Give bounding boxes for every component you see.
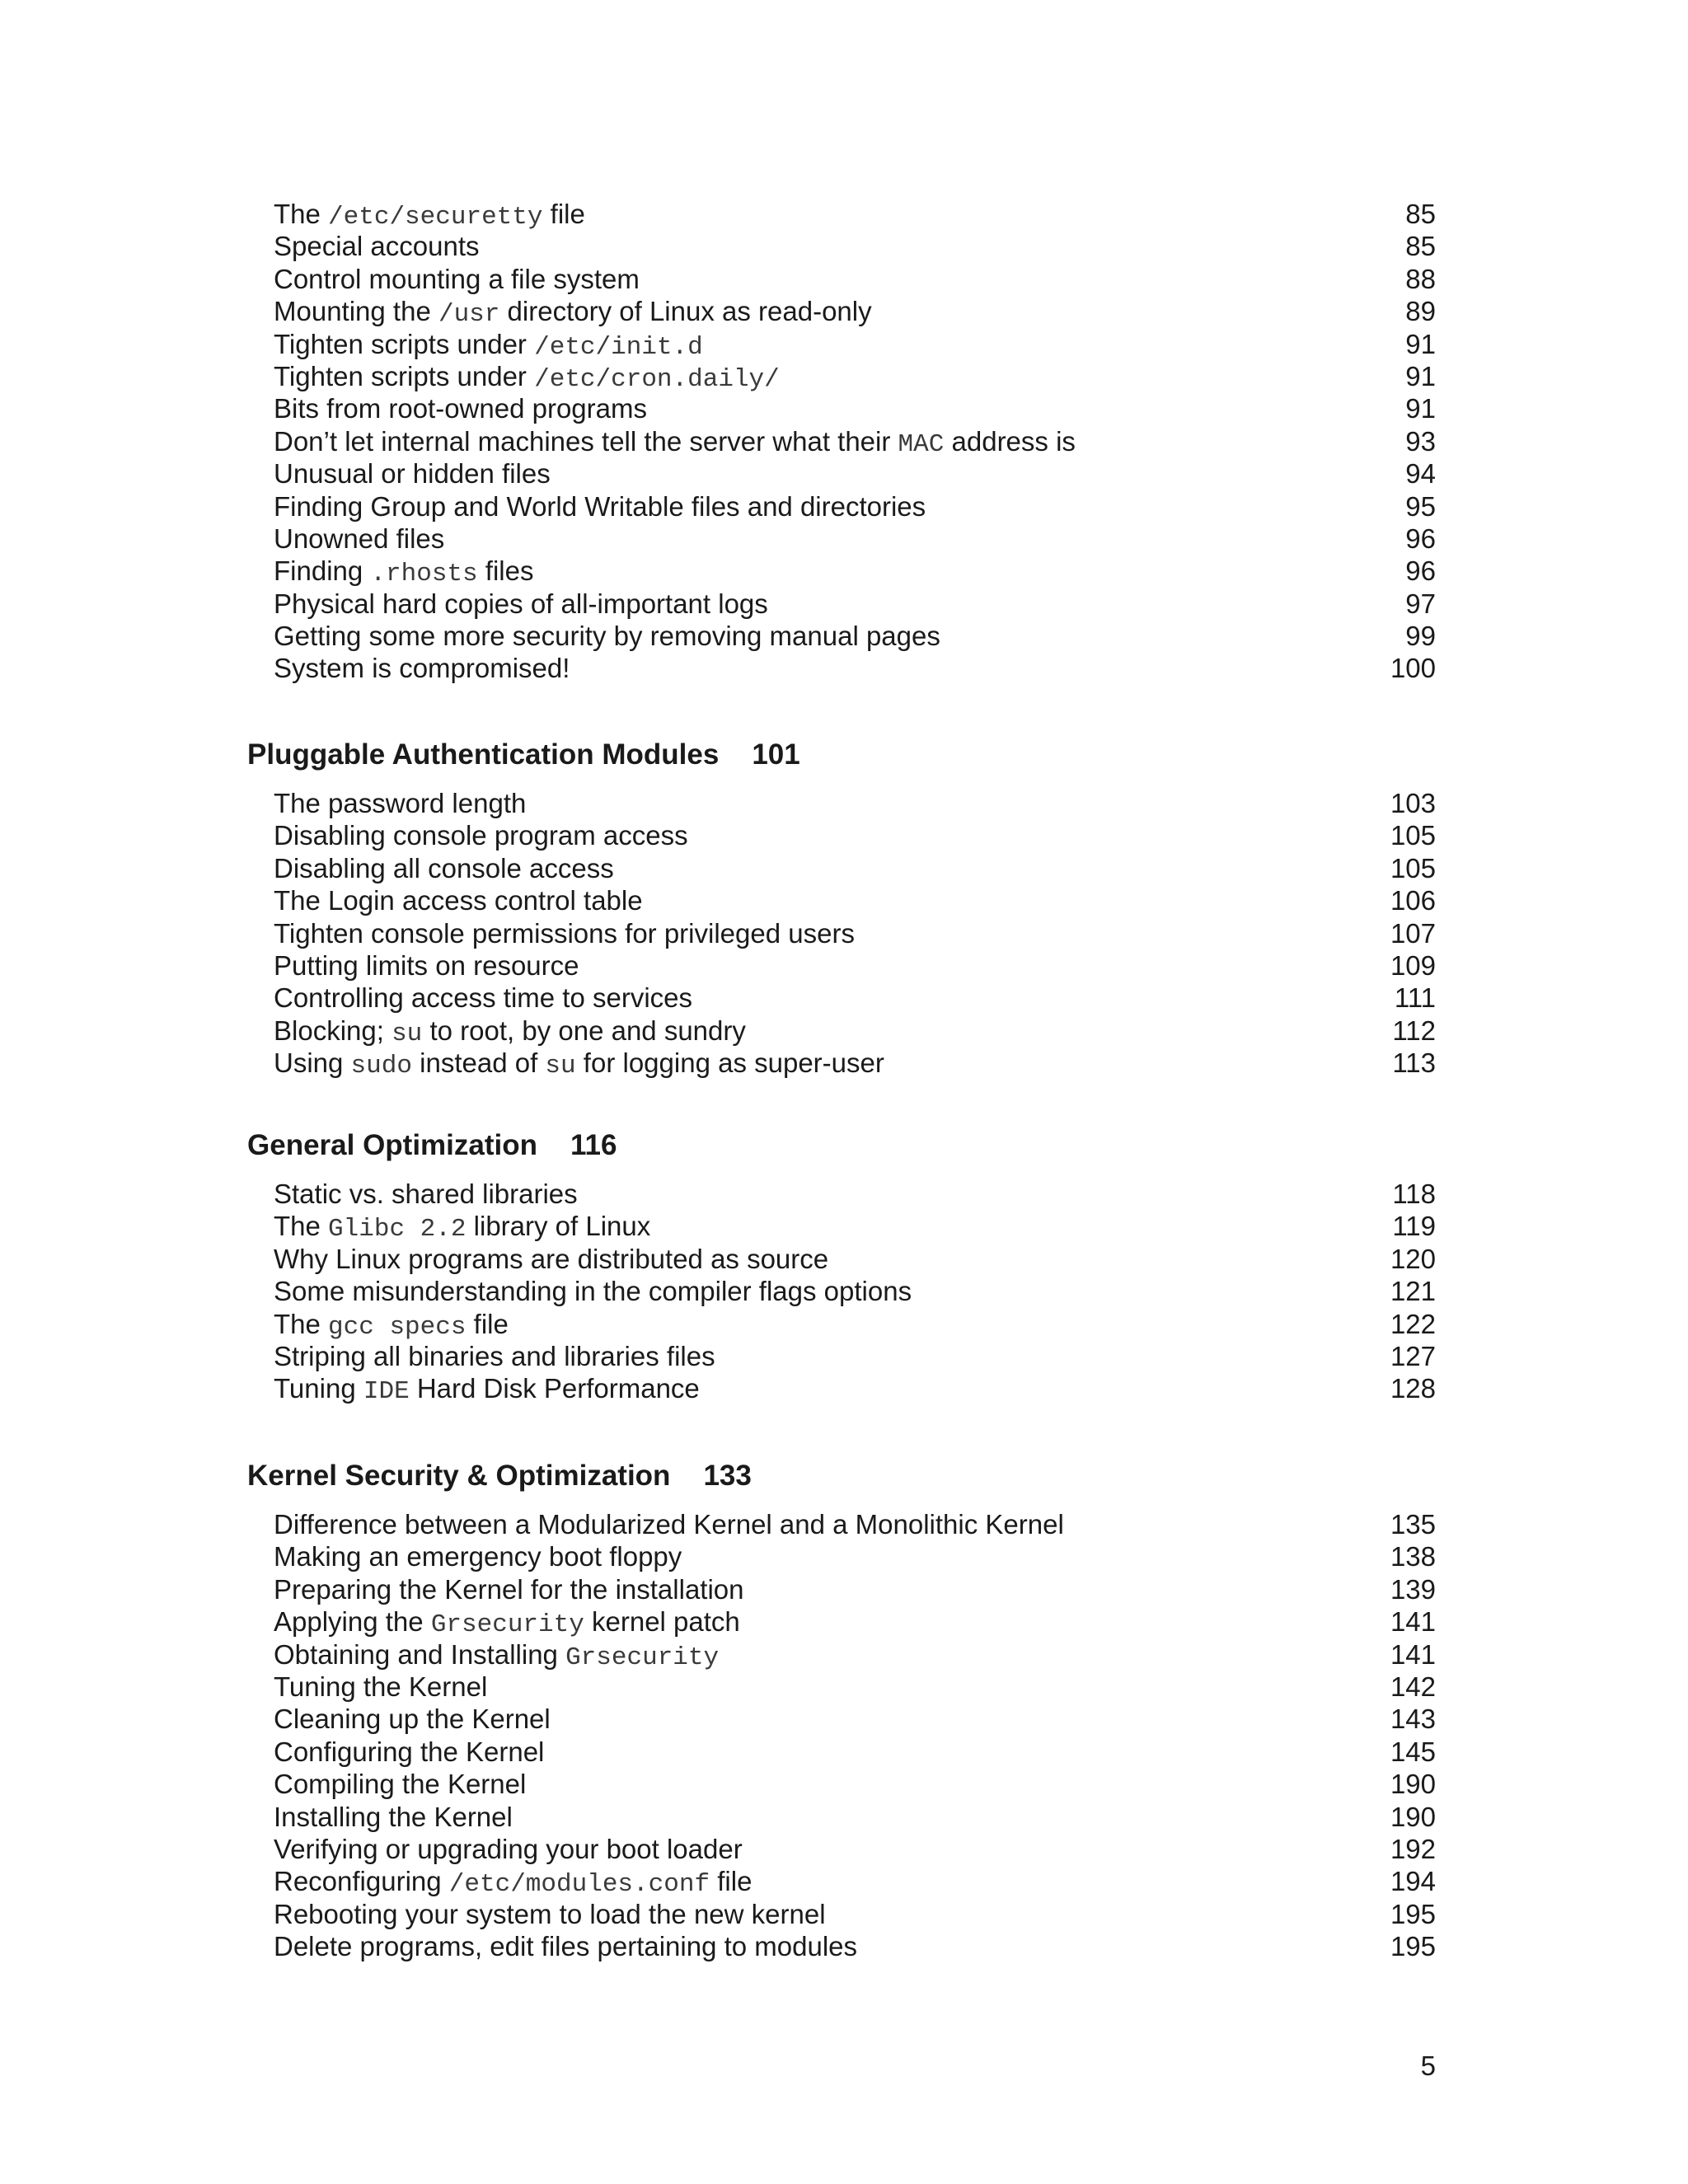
toc-entry-title xyxy=(274,1243,828,1275)
toc-entry-text: Don’t let internal machines tell the server what their xyxy=(274,425,898,457)
toc-entry-page: 190 xyxy=(1390,1801,1436,1832)
toc-entry-text: Installing the Kernel xyxy=(274,1801,513,1832)
toc-entry-text: file xyxy=(542,199,585,229)
toc-section-kernel xyxy=(274,1508,1436,1962)
section-heading-page: 101 xyxy=(752,738,800,771)
toc-entry-text: file xyxy=(710,1866,753,1897)
toc-section-optimization xyxy=(274,1178,1436,1405)
section-heading-title: Kernel Security & Optimization xyxy=(247,1460,671,1492)
toc-entry xyxy=(274,1178,1436,1210)
toc-entry-text: instead of xyxy=(411,1047,546,1079)
toc-entry-page: 91 xyxy=(1405,393,1436,424)
toc-entry-title xyxy=(274,652,570,684)
section-heading-page: 133 xyxy=(703,1460,752,1492)
toc-entry xyxy=(274,1736,1436,1768)
toc-entry-code: Grsecurity xyxy=(430,1610,584,1640)
toc-entry-page: 143 xyxy=(1390,1704,1436,1735)
section-heading-kernel xyxy=(247,1458,752,1494)
toc-entry-text: Hard Disk Performance xyxy=(409,1373,700,1404)
toc-entry-text: Tuning the Kernel xyxy=(274,1671,488,1702)
toc-entry-title xyxy=(274,328,703,363)
toc-entry-page: 195 xyxy=(1390,1931,1436,1962)
toc-entry-title xyxy=(274,1275,912,1307)
toc-entry-page: 195 xyxy=(1390,1898,1436,1929)
toc-entry xyxy=(274,1372,1436,1407)
toc-entry xyxy=(274,555,1436,587)
toc-entry-title xyxy=(274,1605,740,1641)
toc-entry xyxy=(274,230,1436,262)
toc-entry-text: Some misunderstanding in the compiler flags options xyxy=(274,1276,912,1307)
toc-entry-title xyxy=(274,523,444,555)
toc-entry-page: 190 xyxy=(1390,1769,1436,1800)
toc-entry-title xyxy=(274,392,647,424)
toc-entry-text: Configuring the Kernel xyxy=(274,1736,545,1767)
toc-entry xyxy=(274,198,1436,230)
toc-entry-text: directory of Linux as read-only xyxy=(499,296,872,327)
toc-entry xyxy=(274,1340,1436,1372)
toc-entry-text: Controlling access time to services xyxy=(274,982,693,1014)
toc-entry-page: 96 xyxy=(1405,523,1436,554)
toc-entry-title xyxy=(274,884,643,916)
toc-entry-page: 141 xyxy=(1390,1638,1436,1670)
toc-entry-code: su xyxy=(392,1019,423,1048)
toc-entry xyxy=(274,1243,1436,1275)
toc-entry-text: Making an emergency boot floppy xyxy=(274,1541,682,1572)
toc-entry xyxy=(274,263,1436,295)
toc-entry-text: The xyxy=(274,1211,329,1242)
toc-entry xyxy=(274,982,1436,1014)
toc-entry-page: 192 xyxy=(1390,1833,1436,1864)
section-heading-pam xyxy=(247,737,800,773)
toc-entry xyxy=(274,620,1436,652)
toc-entry-code: MAC xyxy=(898,429,945,459)
toc-entry-text: Putting limits on resource xyxy=(274,949,579,981)
toc-entry-page: 121 xyxy=(1390,1276,1436,1307)
toc-entry-title xyxy=(274,852,614,884)
toc-entry-page: 120 xyxy=(1390,1243,1436,1274)
toc-section-pam xyxy=(274,787,1436,1080)
toc-entry xyxy=(274,328,1436,360)
toc-entry-title xyxy=(274,588,768,620)
toc-entry-title xyxy=(274,360,780,396)
toc-entry xyxy=(274,1898,1436,1930)
toc-entry-text: Blocking; xyxy=(274,1015,392,1046)
toc-entry-page: 107 xyxy=(1390,917,1436,949)
toc-entry-page: 111 xyxy=(1394,982,1436,1014)
toc-entry-title xyxy=(274,263,640,295)
toc-entry-page: 113 xyxy=(1392,1047,1436,1079)
toc-entry-page: 105 xyxy=(1390,820,1436,851)
toc-entry-page: 94 xyxy=(1405,458,1436,490)
toc-entry-title xyxy=(274,1703,551,1735)
toc-entry-text: The password length xyxy=(274,788,527,818)
toc-entry-title xyxy=(274,490,926,523)
toc-entry-page: 91 xyxy=(1405,360,1436,391)
section-heading-optimization xyxy=(247,1127,617,1164)
toc-entry-code: /etc/cron.daily/ xyxy=(534,364,780,394)
toc-entry-title xyxy=(274,917,855,949)
toc-entry-text: Compiling the Kernel xyxy=(274,1769,527,1800)
toc-entry-text: Tighten console permissions for privileged users xyxy=(274,917,855,949)
toc-entry xyxy=(274,1308,1436,1340)
toc-entry-page: 96 xyxy=(1405,555,1436,587)
toc-entry-text: Tighten scripts under xyxy=(274,360,535,391)
toc-entry-page: 106 xyxy=(1390,885,1436,916)
toc-entry-text: Finding Group and World Writable files and directories xyxy=(274,490,926,522)
toc-entry-code: gcc specs xyxy=(328,1312,467,1342)
toc-entry-text: Tighten scripts under xyxy=(274,328,535,359)
toc-entry xyxy=(274,425,1436,457)
toc-entry-text: Bits from root-owned programs xyxy=(274,393,647,424)
toc-entry xyxy=(274,1540,1436,1572)
toc-entry-text: Rebooting your system to load the new kernel xyxy=(274,1898,826,1929)
toc-entry-text: The Login access control table xyxy=(274,885,643,916)
toc-entry-title xyxy=(274,1508,1064,1540)
toc-entry-text: Unusual or hidden files xyxy=(274,458,551,490)
toc-entry-page: 138 xyxy=(1390,1541,1436,1572)
toc-entry-code: su xyxy=(545,1052,576,1081)
toc-entry-text: Finding xyxy=(274,555,371,587)
toc-entry-page: 194 xyxy=(1390,1866,1436,1897)
toc-entry-text: Delete programs, edit files pertaining to modules xyxy=(274,1931,858,1962)
toc-entry xyxy=(274,1703,1436,1735)
toc-entry xyxy=(274,392,1436,424)
toc-entry xyxy=(274,1210,1436,1242)
toc-entry xyxy=(274,1015,1436,1047)
section-heading-page: 116 xyxy=(570,1129,617,1161)
toc-entry-text: files xyxy=(477,555,534,587)
toc-entry xyxy=(274,1768,1436,1800)
toc-entry-page: 139 xyxy=(1390,1573,1436,1605)
toc-entry-page: 85 xyxy=(1405,231,1436,262)
toc-entry-code: /etc/modules.conf xyxy=(448,1870,710,1900)
toc-section-continued xyxy=(274,198,1436,685)
toc-entry-page: 97 xyxy=(1405,588,1436,619)
toc-entry-text: Disabling all console access xyxy=(274,852,614,883)
toc-entry-text: for logging as super-user xyxy=(575,1047,884,1079)
toc-entry-text: Tuning xyxy=(274,1373,363,1404)
toc-entry-text: Mounting the xyxy=(274,296,438,327)
toc-entry-title xyxy=(274,1210,650,1245)
toc-entry-code: .rhosts xyxy=(370,560,478,589)
toc-entry-title xyxy=(274,1540,682,1572)
toc-entry xyxy=(274,1833,1436,1865)
toc-entry-title xyxy=(274,425,1076,461)
toc-entry-title xyxy=(274,198,585,233)
toc-entry-title xyxy=(274,1898,826,1930)
toc-entry-text: Disabling console program access xyxy=(274,820,688,851)
toc-entry-page: 89 xyxy=(1405,296,1436,327)
toc-entry-title xyxy=(274,1930,857,1962)
toc-entry xyxy=(274,523,1436,555)
toc-entry-text: file xyxy=(466,1308,509,1339)
toc-entry-text: Special accounts xyxy=(274,231,480,262)
toc-entry-page: 135 xyxy=(1390,1509,1436,1540)
toc-entry-text: Why Linux programs are distributed as source xyxy=(274,1243,829,1274)
toc-entry-page: 100 xyxy=(1390,653,1436,684)
toc-entry xyxy=(274,1801,1436,1833)
toc-entry-text: Verifying or upgrading your boot loader xyxy=(274,1833,743,1864)
toc-entry xyxy=(274,1638,1436,1671)
toc-entry-text: The xyxy=(274,199,329,229)
section-heading-title: Pluggable Authentication Modules xyxy=(247,738,720,771)
toc-entry-text: The xyxy=(274,1308,329,1339)
toc-entry xyxy=(274,787,1436,819)
toc-entry-code: Glibc 2.2 xyxy=(328,1215,467,1244)
toc-entry-title xyxy=(274,1833,743,1865)
toc-entry-title xyxy=(274,1340,715,1372)
toc-entry-title xyxy=(274,982,692,1014)
toc-entry xyxy=(274,819,1436,851)
toc-entry-page: 91 xyxy=(1405,328,1436,359)
toc-entry-title xyxy=(274,1671,487,1703)
toc-entry-code: /usr xyxy=(438,300,500,330)
toc-entry-text: Physical hard copies of all-important logs xyxy=(274,588,768,619)
toc-entry-text: Static vs. shared libraries xyxy=(274,1179,578,1209)
toc-entry-title xyxy=(274,819,688,851)
toc-entry-text: Obtaining and Installing xyxy=(274,1638,566,1670)
toc-entry-text: Unowned files xyxy=(274,523,445,554)
toc-entry-title xyxy=(274,1736,544,1768)
toc-entry-page: 103 xyxy=(1390,788,1436,818)
toc-entry-code: IDE xyxy=(363,1377,410,1407)
toc-entry-title xyxy=(274,1573,744,1605)
toc-entry xyxy=(274,1605,1436,1638)
toc-entry-page: 119 xyxy=(1392,1211,1436,1242)
toc-entry xyxy=(274,1865,1436,1900)
toc-entry-page: 85 xyxy=(1405,199,1436,229)
toc-entry xyxy=(274,490,1436,523)
toc-entry xyxy=(274,1047,1436,1079)
toc-entry xyxy=(274,457,1436,490)
toc-entry-page: 105 xyxy=(1390,852,1436,883)
toc-entry-title xyxy=(274,1638,719,1674)
page-number: 5 xyxy=(1420,2050,1436,2081)
toc-entry-page: 99 xyxy=(1405,621,1436,652)
toc-entry-page: 95 xyxy=(1405,490,1436,522)
toc-entry-title xyxy=(274,620,940,652)
toc-entry-title xyxy=(274,949,579,982)
toc-entry-text: Applying the xyxy=(274,1606,431,1638)
toc-entry-title xyxy=(274,457,551,490)
toc-entry-page: 88 xyxy=(1405,263,1436,294)
toc-entry xyxy=(274,1275,1436,1307)
toc-entry-title xyxy=(274,555,534,590)
toc-entry-title xyxy=(274,230,479,262)
toc-entry-title xyxy=(274,1372,700,1408)
toc-entry-text: kernel patch xyxy=(584,1606,740,1638)
toc-entry-text: library of Linux xyxy=(466,1211,651,1242)
toc-entry-title xyxy=(274,1865,752,1900)
toc-entry xyxy=(274,1508,1436,1540)
toc-entry-text: Preparing the Kernel for the installation xyxy=(274,1573,744,1605)
toc-entry-page: 118 xyxy=(1392,1179,1436,1209)
toc-entry-code: Grsecurity xyxy=(565,1643,720,1672)
toc-entry xyxy=(274,360,1436,392)
toc-entry-title xyxy=(274,1308,509,1343)
toc-entry-title xyxy=(274,1178,578,1210)
toc-entry xyxy=(274,884,1436,916)
toc-entry-title xyxy=(274,1047,884,1082)
toc-entry-text: System is compromised! xyxy=(274,653,570,684)
toc-entry xyxy=(274,949,1436,982)
toc-entry xyxy=(274,1671,1436,1703)
toc-entry-page: 109 xyxy=(1390,949,1436,981)
toc-entry xyxy=(274,1930,1436,1962)
toc-entry-title xyxy=(274,1015,746,1050)
toc-entry-page: 141 xyxy=(1390,1606,1436,1638)
toc-entry xyxy=(274,1573,1436,1605)
toc-entry xyxy=(274,295,1436,330)
toc-entry-title xyxy=(274,295,872,330)
toc-entry-code: /etc/init.d xyxy=(534,332,703,362)
toc-entry-code: /etc/securetty xyxy=(328,203,543,232)
toc-entry-text: address is xyxy=(944,425,1076,457)
toc-entry-text: Striping all binaries and libraries files xyxy=(274,1340,715,1371)
toc-entry-page: 127 xyxy=(1390,1340,1436,1371)
toc-entry-page: 122 xyxy=(1390,1308,1436,1339)
toc-entry-text: Reconfiguring xyxy=(274,1866,449,1897)
toc-entry-code: sudo xyxy=(350,1052,412,1081)
toc-entry xyxy=(274,852,1436,884)
toc-entry-title xyxy=(274,1768,526,1800)
toc-entry-page: 142 xyxy=(1390,1671,1436,1702)
toc-entry-page: 128 xyxy=(1390,1373,1436,1404)
toc-entry xyxy=(274,652,1436,684)
toc-entry xyxy=(274,917,1436,949)
toc-entry-text: Cleaning up the Kernel xyxy=(274,1704,551,1735)
toc-entry-title xyxy=(274,787,526,819)
section-heading-title: General Optimization xyxy=(247,1129,537,1161)
toc-entry xyxy=(274,588,1436,620)
toc-entry-text: to root, by one and sundry xyxy=(422,1015,746,1046)
toc-entry-text: Control mounting a file system xyxy=(274,263,640,294)
toc-entry-page: 145 xyxy=(1390,1736,1436,1767)
toc-entry-title xyxy=(274,1801,513,1833)
toc-entry-text: Difference between a Modularized Kernel and a Monolithic Kernel xyxy=(274,1509,1064,1540)
toc-entry-text: Using xyxy=(274,1047,351,1079)
toc-entry-page: 112 xyxy=(1392,1015,1436,1046)
toc-entry-page: 93 xyxy=(1405,425,1436,457)
toc-entry-text: Getting some more security by removing manual pages xyxy=(274,621,940,652)
